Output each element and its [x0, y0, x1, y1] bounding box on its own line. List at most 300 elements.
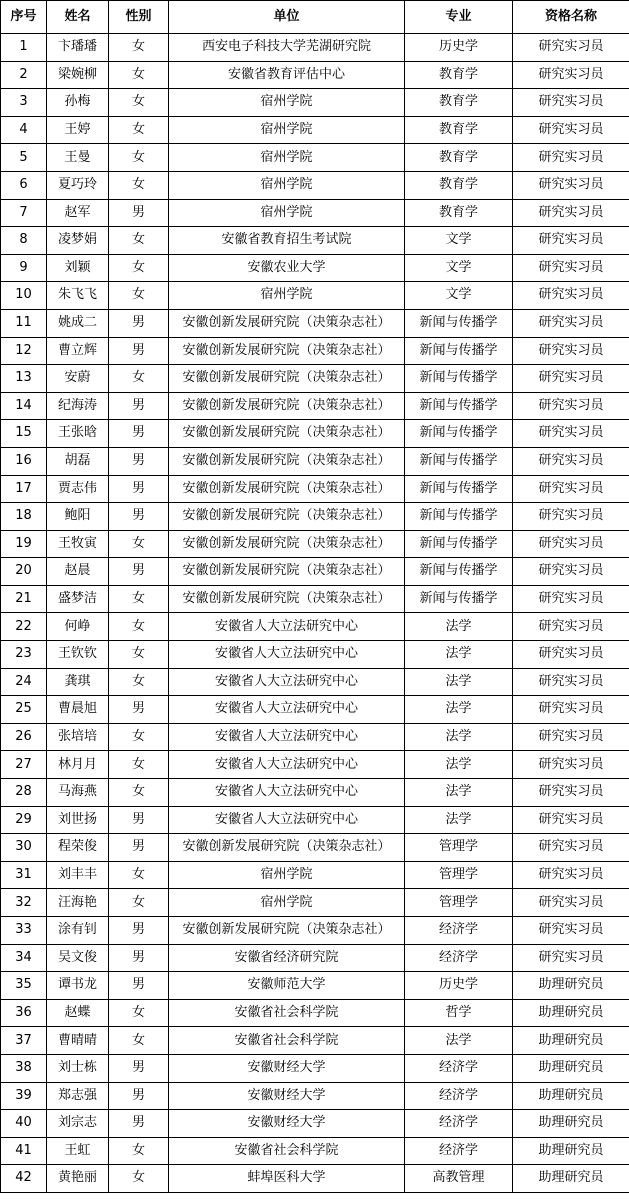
cell-major: 法学 — [405, 723, 513, 751]
column-header-qualification: 资格名称 — [513, 1, 629, 34]
cell-organization: 安徽省人大立法研究中心 — [169, 779, 405, 807]
cell-gender: 女 — [109, 227, 169, 255]
table-row — [1, 834, 629, 862]
cell-organization: 安徽财经大学 — [169, 1054, 405, 1082]
table-row — [1, 779, 629, 807]
cell-gender: 女 — [109, 779, 169, 807]
cell-major: 历史学 — [405, 972, 513, 1000]
cell-gender: 女 — [109, 144, 169, 172]
cell-qualification: 研究实习员 — [513, 199, 629, 227]
table-row — [1, 806, 629, 834]
cell-organization: 安徽创新发展研究院（决策杂志社） — [169, 337, 405, 365]
cell-name: 刘宗志 — [47, 1110, 109, 1138]
cell-major: 管理学 — [405, 889, 513, 917]
table-row — [1, 365, 629, 393]
cell-index: 30 — [1, 834, 47, 862]
cell-name: 曹晨旭 — [47, 696, 109, 724]
cell-gender: 女 — [109, 89, 169, 117]
cell-gender: 女 — [109, 668, 169, 696]
cell-organization: 宿州学院 — [169, 89, 405, 117]
cell-qualification: 研究实习员 — [513, 89, 629, 117]
cell-major: 经济学 — [405, 917, 513, 945]
cell-qualification: 研究实习员 — [513, 668, 629, 696]
cell-index: 36 — [1, 999, 47, 1027]
cell-major: 法学 — [405, 641, 513, 669]
table-body — [1, 34, 629, 1193]
cell-name: 刘士栋 — [47, 1054, 109, 1082]
cell-organization: 安徽创新发展研究院（决策杂志社） — [169, 420, 405, 448]
cell-index: 7 — [1, 199, 47, 227]
cell-name: 王钦钦 — [47, 641, 109, 669]
cell-major: 教育学 — [405, 61, 513, 89]
cell-gender: 女 — [109, 641, 169, 669]
cell-organization: 安徽省人大立法研究中心 — [169, 696, 405, 724]
cell-qualification: 研究实习员 — [513, 171, 629, 199]
table-row — [1, 751, 629, 779]
cell-gender: 男 — [109, 447, 169, 475]
cell-organization: 宿州学院 — [169, 171, 405, 199]
cell-major: 新闻与传播学 — [405, 309, 513, 337]
cell-gender: 女 — [109, 751, 169, 779]
cell-name: 凌梦娟 — [47, 227, 109, 255]
table-row — [1, 1082, 629, 1110]
cell-gender: 男 — [109, 392, 169, 420]
cell-name: 卞璠璠 — [47, 34, 109, 62]
cell-index: 25 — [1, 696, 47, 724]
cell-major: 管理学 — [405, 834, 513, 862]
cell-gender: 男 — [109, 309, 169, 337]
cell-major: 文学 — [405, 227, 513, 255]
cell-gender: 男 — [109, 1110, 169, 1138]
table-row — [1, 696, 629, 724]
cell-name: 夏巧玲 — [47, 171, 109, 199]
cell-major: 法学 — [405, 779, 513, 807]
table-row — [1, 420, 629, 448]
cell-major: 教育学 — [405, 144, 513, 172]
cell-organization: 安徽省人大立法研究中心 — [169, 751, 405, 779]
cell-qualification: 助理研究员 — [513, 1137, 629, 1165]
cell-gender: 女 — [109, 613, 169, 641]
cell-qualification: 研究实习员 — [513, 806, 629, 834]
cell-organization: 安徽省人大立法研究中心 — [169, 668, 405, 696]
cell-qualification: 研究实习员 — [513, 337, 629, 365]
cell-major: 教育学 — [405, 171, 513, 199]
cell-major: 法学 — [405, 668, 513, 696]
cell-gender: 女 — [109, 999, 169, 1027]
cell-gender: 男 — [109, 972, 169, 1000]
cell-major: 教育学 — [405, 89, 513, 117]
cell-major: 经济学 — [405, 1137, 513, 1165]
cell-qualification: 助理研究员 — [513, 1027, 629, 1055]
cell-index: 40 — [1, 1110, 47, 1138]
cell-organization: 安徽创新发展研究院（决策杂志社） — [169, 585, 405, 613]
cell-organization: 安徽创新发展研究院（决策杂志社） — [169, 309, 405, 337]
cell-qualification: 研究实习员 — [513, 723, 629, 751]
table-row — [1, 861, 629, 889]
cell-major: 新闻与传播学 — [405, 420, 513, 448]
cell-qualification: 研究实习员 — [513, 392, 629, 420]
cell-gender: 女 — [109, 171, 169, 199]
table-row — [1, 116, 629, 144]
cell-index: 28 — [1, 779, 47, 807]
cell-index: 32 — [1, 889, 47, 917]
cell-index: 37 — [1, 1027, 47, 1055]
cell-gender: 男 — [109, 806, 169, 834]
cell-gender: 男 — [109, 834, 169, 862]
cell-qualification: 研究实习员 — [513, 641, 629, 669]
cell-name: 龚琪 — [47, 668, 109, 696]
cell-major: 新闻与传播学 — [405, 503, 513, 531]
cell-qualification: 研究实习员 — [513, 282, 629, 310]
cell-index: 20 — [1, 558, 47, 586]
cell-gender: 女 — [109, 585, 169, 613]
cell-index: 18 — [1, 503, 47, 531]
cell-gender: 男 — [109, 558, 169, 586]
table-row — [1, 227, 629, 255]
cell-name: 王曼 — [47, 144, 109, 172]
cell-organization: 安徽省社会科学院 — [169, 999, 405, 1027]
cell-qualification: 研究实习员 — [513, 365, 629, 393]
cell-organization: 安徽创新发展研究院（决策杂志社） — [169, 558, 405, 586]
table-row — [1, 723, 629, 751]
cell-index: 19 — [1, 530, 47, 558]
cell-name: 鲍阳 — [47, 503, 109, 531]
cell-index: 16 — [1, 447, 47, 475]
cell-organization: 宿州学院 — [169, 199, 405, 227]
cell-index: 5 — [1, 144, 47, 172]
cell-name: 刘颖 — [47, 254, 109, 282]
cell-organization: 安徽省教育评估中心 — [169, 61, 405, 89]
cell-index: 38 — [1, 1054, 47, 1082]
table-row — [1, 1137, 629, 1165]
table-row — [1, 917, 629, 945]
cell-index: 39 — [1, 1082, 47, 1110]
cell-major: 新闻与传播学 — [405, 447, 513, 475]
table-row — [1, 944, 629, 972]
table-row — [1, 199, 629, 227]
cell-gender: 男 — [109, 420, 169, 448]
cell-major: 经济学 — [405, 944, 513, 972]
cell-qualification: 研究实习员 — [513, 779, 629, 807]
cell-qualification: 研究实习员 — [513, 116, 629, 144]
cell-index: 12 — [1, 337, 47, 365]
table-row — [1, 475, 629, 503]
cell-name: 刘丰丰 — [47, 861, 109, 889]
cell-major: 法学 — [405, 751, 513, 779]
cell-qualification: 研究实习员 — [513, 254, 629, 282]
cell-major: 经济学 — [405, 1054, 513, 1082]
table-row — [1, 641, 629, 669]
column-header-organization: 单位 — [169, 1, 405, 34]
cell-index: 41 — [1, 1137, 47, 1165]
cell-index: 11 — [1, 309, 47, 337]
cell-organization: 宿州学院 — [169, 144, 405, 172]
cell-index: 42 — [1, 1165, 47, 1193]
table-row — [1, 34, 629, 62]
cell-index: 26 — [1, 723, 47, 751]
cell-index: 24 — [1, 668, 47, 696]
cell-major: 经济学 — [405, 1110, 513, 1138]
cell-index: 8 — [1, 227, 47, 255]
cell-name: 吴文俊 — [47, 944, 109, 972]
cell-qualification: 研究实习员 — [513, 834, 629, 862]
cell-index: 35 — [1, 972, 47, 1000]
cell-major: 法学 — [405, 696, 513, 724]
cell-gender: 男 — [109, 944, 169, 972]
cell-qualification: 研究实习员 — [513, 558, 629, 586]
cell-organization: 宿州学院 — [169, 889, 405, 917]
cell-qualification: 研究实习员 — [513, 696, 629, 724]
cell-gender: 女 — [109, 530, 169, 558]
cell-organization: 西安电子科技大学芜湖研究院 — [169, 34, 405, 62]
cell-qualification: 助理研究员 — [513, 1110, 629, 1138]
table-row — [1, 89, 629, 117]
cell-index: 34 — [1, 944, 47, 972]
cell-gender: 女 — [109, 116, 169, 144]
cell-gender: 男 — [109, 1054, 169, 1082]
cell-name: 郑志强 — [47, 1082, 109, 1110]
table-row — [1, 668, 629, 696]
cell-name: 赵晨 — [47, 558, 109, 586]
cell-organization: 安徽省人大立法研究中心 — [169, 641, 405, 669]
cell-gender: 男 — [109, 917, 169, 945]
cell-gender: 女 — [109, 1027, 169, 1055]
cell-name: 王牧寅 — [47, 530, 109, 558]
cell-qualification: 研究实习员 — [513, 227, 629, 255]
cell-name: 王婷 — [47, 116, 109, 144]
cell-gender: 女 — [109, 861, 169, 889]
cell-qualification: 研究实习员 — [513, 309, 629, 337]
table-row — [1, 999, 629, 1027]
cell-gender: 女 — [109, 282, 169, 310]
cell-organization: 蚌埠医科大学 — [169, 1165, 405, 1193]
cell-index: 2 — [1, 61, 47, 89]
cell-organization: 安徽创新发展研究院（决策杂志社） — [169, 530, 405, 558]
table-row — [1, 1165, 629, 1193]
table-row — [1, 1110, 629, 1138]
cell-index: 9 — [1, 254, 47, 282]
cell-qualification: 研究实习员 — [513, 34, 629, 62]
cell-major: 管理学 — [405, 861, 513, 889]
table-row — [1, 1027, 629, 1055]
cell-gender: 女 — [109, 61, 169, 89]
cell-major: 文学 — [405, 282, 513, 310]
cell-name: 朱飞飞 — [47, 282, 109, 310]
cell-organization: 安徽省人大立法研究中心 — [169, 723, 405, 751]
table-row — [1, 254, 629, 282]
cell-index: 1 — [1, 34, 47, 62]
table-row — [1, 171, 629, 199]
cell-major: 法学 — [405, 1027, 513, 1055]
cell-major: 经济学 — [405, 1082, 513, 1110]
cell-index: 29 — [1, 806, 47, 834]
cell-name: 张培培 — [47, 723, 109, 751]
cell-index: 13 — [1, 365, 47, 393]
cell-major: 新闻与传播学 — [405, 530, 513, 558]
cell-name: 胡磊 — [47, 447, 109, 475]
cell-major: 新闻与传播学 — [405, 337, 513, 365]
cell-qualification: 研究实习员 — [513, 447, 629, 475]
cell-index: 17 — [1, 475, 47, 503]
cell-index: 15 — [1, 420, 47, 448]
cell-gender: 女 — [109, 889, 169, 917]
cell-organization: 安徽创新发展研究院（决策杂志社） — [169, 365, 405, 393]
cell-qualification: 助理研究员 — [513, 1082, 629, 1110]
cell-major: 新闻与传播学 — [405, 558, 513, 586]
cell-organization: 安徽省人大立法研究中心 — [169, 806, 405, 834]
cell-organization: 安徽师范大学 — [169, 972, 405, 1000]
cell-organization: 安徽省人大立法研究中心 — [169, 613, 405, 641]
cell-major: 教育学 — [405, 116, 513, 144]
cell-gender: 女 — [109, 1165, 169, 1193]
cell-name: 何峥 — [47, 613, 109, 641]
cell-index: 3 — [1, 89, 47, 117]
cell-qualification: 研究实习员 — [513, 61, 629, 89]
cell-qualification: 助理研究员 — [513, 999, 629, 1027]
table-row — [1, 503, 629, 531]
cell-name: 赵军 — [47, 199, 109, 227]
cell-gender: 男 — [109, 1082, 169, 1110]
cell-index: 6 — [1, 171, 47, 199]
cell-gender: 男 — [109, 696, 169, 724]
cell-major: 哲学 — [405, 999, 513, 1027]
cell-name: 安蔚 — [47, 365, 109, 393]
cell-organization: 安徽创新发展研究院（决策杂志社） — [169, 503, 405, 531]
header-row — [1, 1, 629, 34]
cell-qualification: 研究实习员 — [513, 420, 629, 448]
cell-gender: 男 — [109, 503, 169, 531]
table-row — [1, 585, 629, 613]
cell-qualification: 研究实习员 — [513, 944, 629, 972]
cell-name: 王虹 — [47, 1137, 109, 1165]
cell-qualification: 研究实习员 — [513, 861, 629, 889]
cell-name: 曹晴晴 — [47, 1027, 109, 1055]
table-row — [1, 337, 629, 365]
cell-major: 新闻与传播学 — [405, 392, 513, 420]
cell-organization: 安徽省社会科学院 — [169, 1137, 405, 1165]
cell-index: 27 — [1, 751, 47, 779]
cell-name: 黄艳丽 — [47, 1165, 109, 1193]
cell-index: 33 — [1, 917, 47, 945]
cell-organization: 安徽农业大学 — [169, 254, 405, 282]
cell-gender: 女 — [109, 365, 169, 393]
cell-name: 赵蝶 — [47, 999, 109, 1027]
table-row — [1, 144, 629, 172]
cell-qualification: 研究实习员 — [513, 144, 629, 172]
table-row — [1, 558, 629, 586]
cell-gender: 男 — [109, 337, 169, 365]
cell-qualification: 研究实习员 — [513, 503, 629, 531]
cell-name: 马海燕 — [47, 779, 109, 807]
cell-organization: 安徽省社会科学院 — [169, 1027, 405, 1055]
cell-organization: 安徽创新发展研究院（决策杂志社） — [169, 834, 405, 862]
cell-index: 21 — [1, 585, 47, 613]
cell-gender: 女 — [109, 723, 169, 751]
cell-name: 贾志伟 — [47, 475, 109, 503]
cell-qualification: 研究实习员 — [513, 917, 629, 945]
cell-qualification: 助理研究员 — [513, 1165, 629, 1193]
cell-name: 汪海艳 — [47, 889, 109, 917]
column-header-gender: 性别 — [109, 1, 169, 34]
cell-qualification: 研究实习员 — [513, 613, 629, 641]
cell-organization: 安徽省教育招生考试院 — [169, 227, 405, 255]
table-row — [1, 889, 629, 917]
cell-name: 曹立辉 — [47, 337, 109, 365]
column-header-name: 姓名 — [47, 1, 109, 34]
cell-index: 31 — [1, 861, 47, 889]
cell-index: 4 — [1, 116, 47, 144]
cell-organization: 宿州学院 — [169, 861, 405, 889]
cell-organization: 安徽创新发展研究院（决策杂志社） — [169, 917, 405, 945]
cell-gender: 男 — [109, 475, 169, 503]
table-row — [1, 613, 629, 641]
cell-name: 程荣俊 — [47, 834, 109, 862]
cell-major: 新闻与传播学 — [405, 365, 513, 393]
table-row — [1, 972, 629, 1000]
cell-name: 王张晗 — [47, 420, 109, 448]
cell-qualification: 研究实习员 — [513, 751, 629, 779]
cell-major: 高教管理 — [405, 1165, 513, 1193]
column-header-index: 序号 — [1, 1, 47, 34]
cell-major: 文学 — [405, 254, 513, 282]
cell-name: 盛梦洁 — [47, 585, 109, 613]
cell-major: 法学 — [405, 806, 513, 834]
cell-name: 纪海涛 — [47, 392, 109, 420]
cell-index: 23 — [1, 641, 47, 669]
cell-index: 22 — [1, 613, 47, 641]
cell-name: 刘世扬 — [47, 806, 109, 834]
table-row — [1, 282, 629, 310]
cell-gender: 女 — [109, 1137, 169, 1165]
cell-organization: 安徽创新发展研究院（决策杂志社） — [169, 475, 405, 503]
cell-name: 涂有钊 — [47, 917, 109, 945]
cell-name: 姚成二 — [47, 309, 109, 337]
cell-qualification: 研究实习员 — [513, 585, 629, 613]
cell-major: 教育学 — [405, 199, 513, 227]
cell-name: 孙梅 — [47, 89, 109, 117]
cell-qualification: 研究实习员 — [513, 530, 629, 558]
cell-name: 林月月 — [47, 751, 109, 779]
cell-qualification: 助理研究员 — [513, 1054, 629, 1082]
cell-gender: 女 — [109, 254, 169, 282]
column-header-major: 专业 — [405, 1, 513, 34]
cell-gender: 女 — [109, 34, 169, 62]
cell-organization: 安徽财经大学 — [169, 1082, 405, 1110]
cell-gender: 男 — [109, 199, 169, 227]
table-row — [1, 309, 629, 337]
cell-organization: 安徽创新发展研究院（决策杂志社） — [169, 447, 405, 475]
cell-qualification: 研究实习员 — [513, 475, 629, 503]
cell-major: 法学 — [405, 613, 513, 641]
table-row — [1, 1054, 629, 1082]
cell-organization: 宿州学院 — [169, 116, 405, 144]
cell-major: 新闻与传播学 — [405, 475, 513, 503]
cell-organization: 宿州学院 — [169, 282, 405, 310]
cell-major: 历史学 — [405, 34, 513, 62]
table-row — [1, 392, 629, 420]
cell-organization: 安徽创新发展研究院（决策杂志社） — [169, 392, 405, 420]
table-row — [1, 447, 629, 475]
cell-index: 10 — [1, 282, 47, 310]
table-row — [1, 61, 629, 89]
cell-name: 谭书龙 — [47, 972, 109, 1000]
cell-organization: 安徽省经济研究院 — [169, 944, 405, 972]
cell-major: 新闻与传播学 — [405, 585, 513, 613]
cell-name: 梁婉柳 — [47, 61, 109, 89]
cell-index: 14 — [1, 392, 47, 420]
cell-qualification: 研究实习员 — [513, 889, 629, 917]
cell-qualification: 助理研究员 — [513, 972, 629, 1000]
